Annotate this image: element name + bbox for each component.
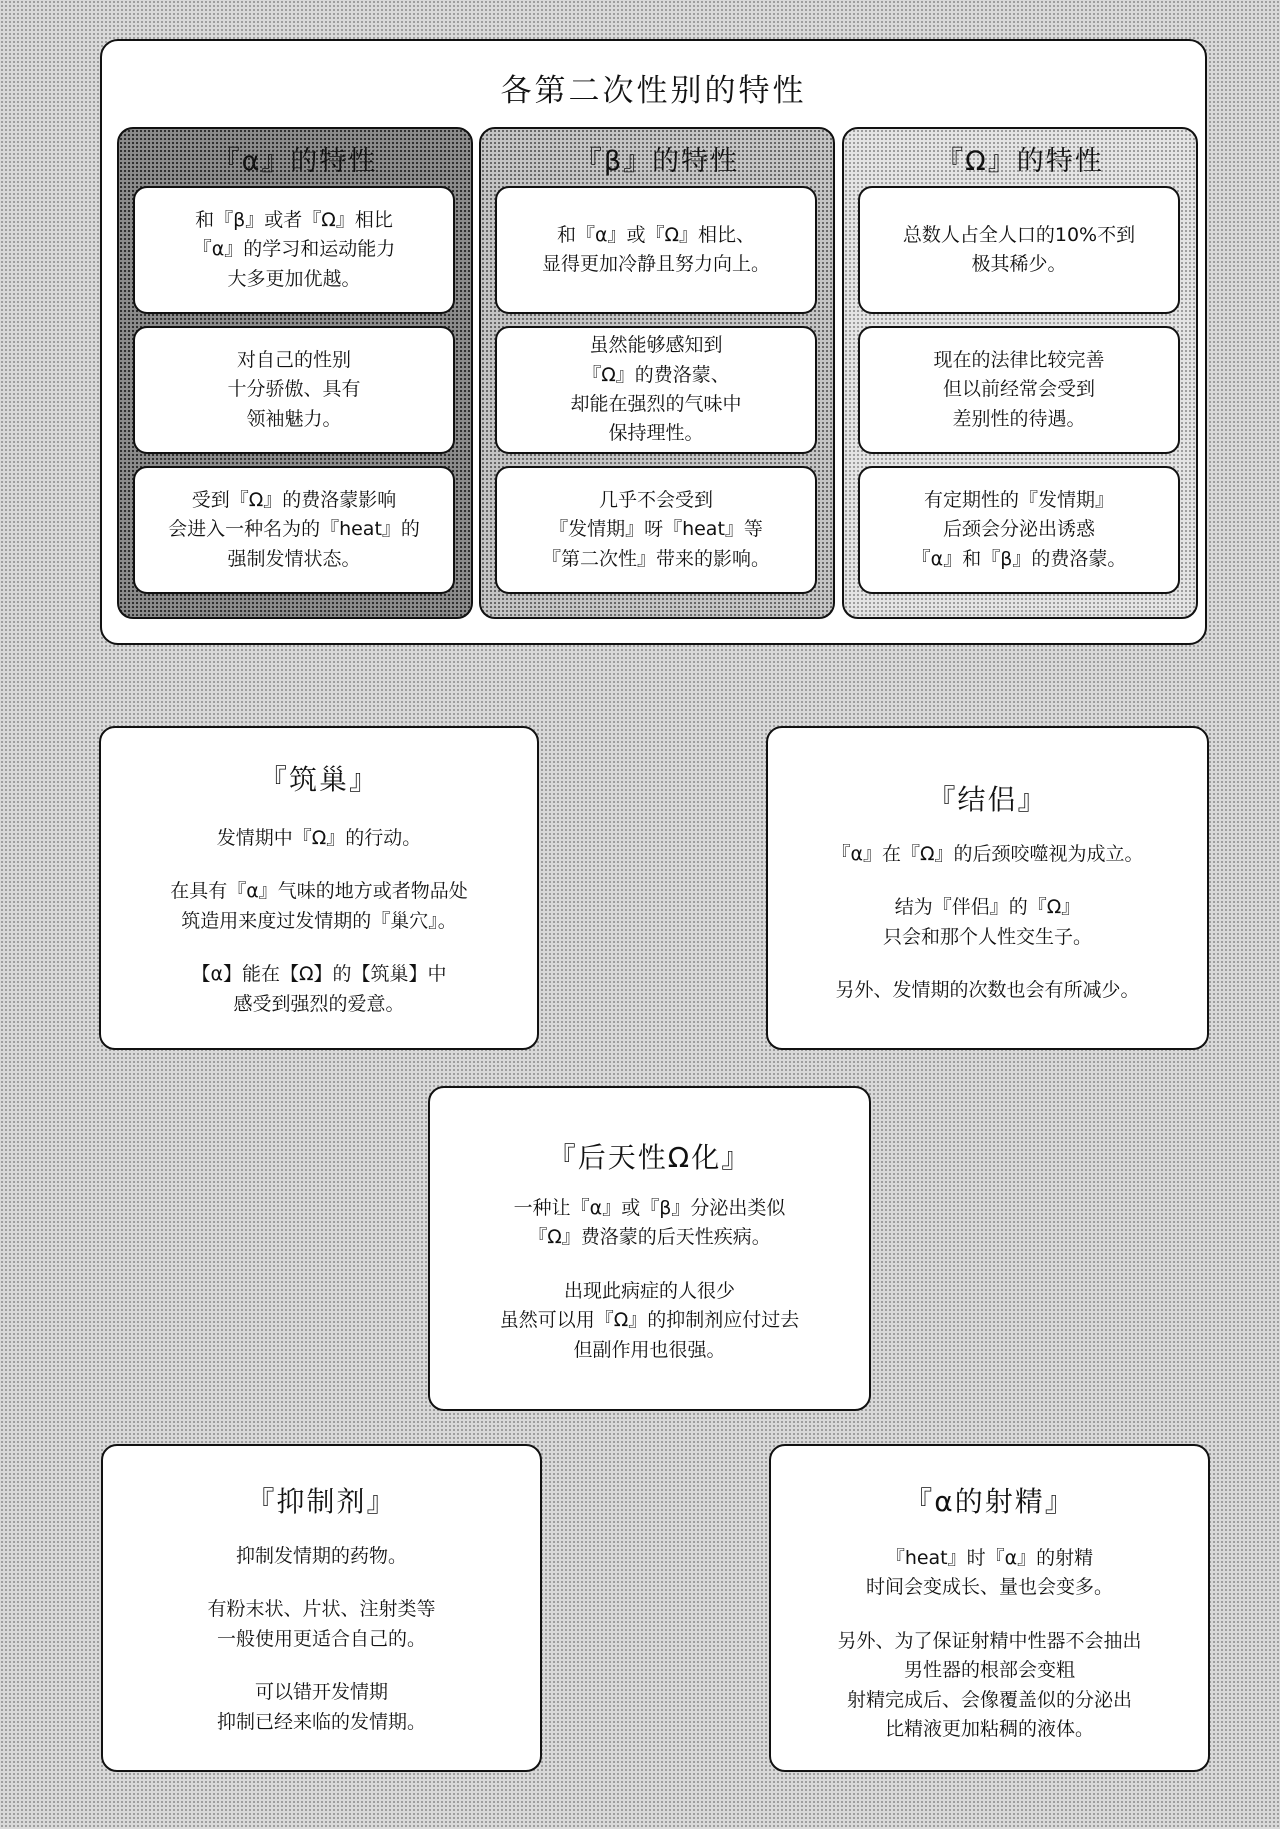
alpha-trait-card — [133, 466, 455, 594]
alpha-traits-title: 『α』的特性 — [212, 146, 378, 177]
alpha-traits-column — [117, 127, 473, 619]
alpha-ejaculation-box — [769, 1444, 1210, 1772]
nesting-paragraph: 发情期中『Ω』的行动。 — [216, 827, 422, 849]
omega-trait-card — [858, 466, 1180, 594]
alpha-trait-card — [133, 326, 455, 454]
suppressant-box — [101, 1444, 542, 1772]
beta-traits-column — [479, 127, 835, 619]
bonding-paragraph: 『α』在『Ω』的后颈咬噬视为成立。 — [831, 843, 1144, 865]
acquired-omega-box — [428, 1086, 871, 1411]
alpha-trait-card — [133, 186, 455, 314]
alpha-trait-text: 对自己的性别 十分骄傲、具有 领袖魅力。 — [227, 348, 361, 430]
nesting-paragraph: 【α】能在【Ω】的【筑巢】中 感受到强烈的爱意。 — [191, 963, 447, 1015]
beta-trait-text: 虽然能够感知到 『Ω』的费洛蒙、 却能在强烈的气味中 保持理性。 — [570, 334, 742, 445]
omega-trait-card — [858, 326, 1180, 454]
beta-traits-title: 『β』的特性 — [574, 146, 740, 177]
alpha-trait-text: 和『β』或者『Ω』相比 『α』的学习和运动能力 大多更加优越。 — [192, 208, 396, 290]
acquired-omega-paragraph: 出现此病症的人很少 虽然可以用『Ω』的抑制剂应付过去 但副作用也很强。 — [499, 1279, 800, 1361]
alpha-ejaculation-paragraph: 另外、为了保证射精中性器不会抽出 男性器的根部会变粗 射精完成后、会像覆盖似的分泌出 比精液更加粘稠的液体。 — [837, 1629, 1142, 1741]
omega-trait-text: 有定期性的『发情期』 后颈会分泌出诱惑 『α』和『β』的费洛蒙。 — [911, 488, 1127, 570]
traits-title: 各第二次性别的特性 — [500, 73, 807, 109]
nesting-box — [99, 726, 539, 1050]
suppressant-paragraph: 可以错开发情期 抑制已经来临的发情期。 — [216, 1681, 426, 1733]
omega-trait-card — [858, 186, 1180, 314]
alpha-ejaculation-paragraph: 『heat』时『α』的射精 时间会变成长、量也会变多。 — [865, 1547, 1113, 1599]
bonding-paragraph: 结为『伴侣』的『Ω』 只会和那个人性交生子。 — [882, 896, 1092, 948]
traits-panel — [100, 39, 1207, 645]
omega-trait-text: 总数人占全人口的10%不到 极其稀少。 — [902, 223, 1136, 275]
beta-trait-card — [495, 186, 817, 314]
bonding-box — [766, 726, 1209, 1050]
beta-trait-card — [495, 326, 817, 454]
omega-traits-column — [842, 127, 1198, 619]
beta-trait-text: 几乎不会受到 『发情期』呀『heat』等 『第二次性』带来的影响。 — [541, 488, 770, 570]
beta-trait-text: 和『α』或『Ω』相比、 显得更加冷静且努力向上。 — [541, 223, 770, 275]
bonding-title: 『结侣』 — [927, 783, 1048, 816]
nesting-paragraph: 在具有『α』气味的地方或者物品处 筑造用来度过发情期的『巢穴』。 — [170, 880, 468, 932]
alpha-ejaculation-title: 『α的射精』 — [904, 1485, 1075, 1518]
nesting-title: 『筑巢』 — [258, 763, 379, 796]
omega-trait-text: 现在的法律比较完善 但以前经常会受到 差别性的待遇。 — [933, 348, 1105, 430]
suppressant-paragraph: 有粉末状、片状、注射类等 一般使用更适合自己的。 — [207, 1598, 436, 1650]
beta-trait-card — [495, 466, 817, 594]
acquired-omega-title: 『后天性Ω化』 — [547, 1141, 752, 1174]
suppressant-title: 『抑制剂』 — [246, 1485, 397, 1518]
acquired-omega-paragraph: 一种让『α』或『β』分泌出类似 『Ω』费洛蒙的后天性疾病。 — [513, 1197, 786, 1249]
bonding-paragraph: 另外、发情期的次数也会有所减少。 — [835, 979, 1140, 1002]
omega-traits-title: 『Ω』的特性 — [936, 146, 1104, 177]
suppressant-paragraph: 抑制发情期的药物。 — [235, 1545, 407, 1567]
alpha-trait-text: 受到『Ω』的费洛蒙影响 会进入一种名为的『heat』的 强制发情状态。 — [168, 488, 420, 570]
